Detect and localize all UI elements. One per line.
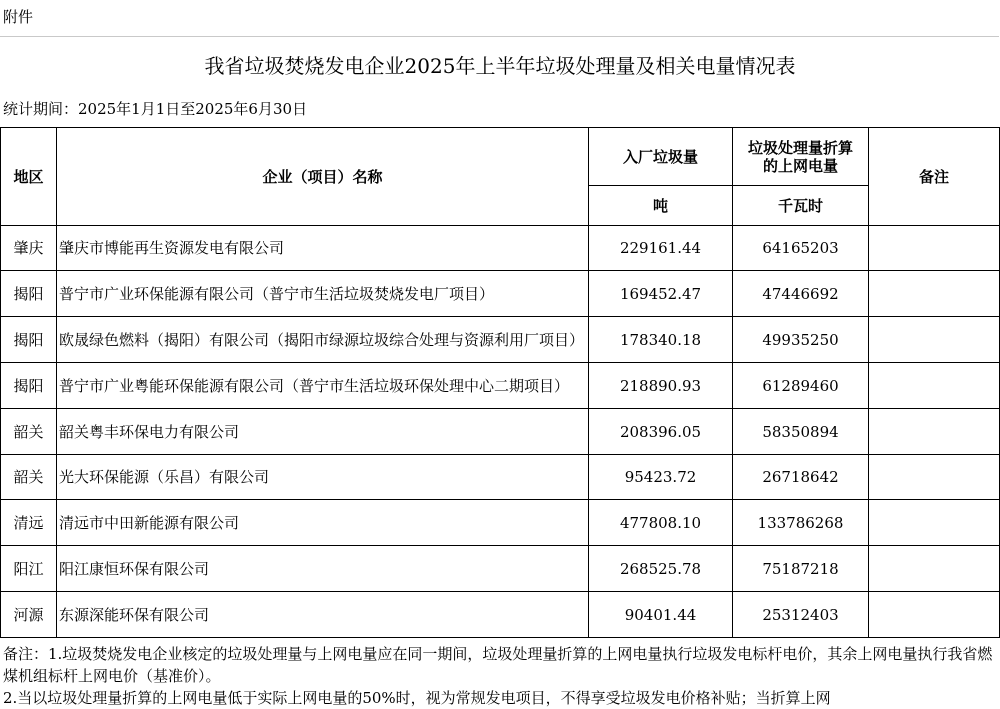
cell-company: 韶关粤丰环保电力有限公司 — [57, 409, 589, 455]
cell-intake: 477808.10 — [589, 500, 733, 546]
annex-row — [0, 0, 999, 37]
header-remark: 备注 — [869, 128, 1000, 226]
annex-label: 附件 — [3, 8, 34, 26]
cell-remark — [869, 409, 1000, 455]
table-row — [1, 500, 1000, 546]
cell-intake: 90401.44 — [589, 592, 733, 638]
cell-company: 普宁市广业环保能源有限公司（普宁市生活垃圾焚烧发电厂项目） — [57, 271, 589, 317]
table-row — [1, 455, 1000, 500]
cell-company: 欧晟绿色燃料（揭阳）有限公司（揭阳市绿源垃圾综合处理与资源利用厂项目） — [57, 317, 589, 363]
cell-intake: 208396.05 — [589, 409, 733, 455]
cell-company: 肇庆市博能再生资源发电有限公司 — [57, 226, 589, 271]
cell-region: 阳江 — [1, 546, 57, 592]
cell-region: 河源 — [1, 592, 57, 638]
page-title: 我省垃圾焚烧发电企业2025年上半年垃圾处理量及相关电量情况表 — [204, 54, 796, 78]
cell-intake: 169452.47 — [589, 271, 733, 317]
footnote-1: 备注：1.垃圾焚烧发电企业核定的垃圾处理量与上网电量应在同一期间，垃圾处理量折算的上网电量执行垃圾发电标杆电价，其余上网电量执行我省燃煤机组标杆上网电价（基准价）。 — [3, 645, 993, 685]
cell-remark — [869, 317, 1000, 363]
statistics-period: 统计期间：2025年1月1日至2025年6月30日 — [3, 100, 308, 118]
cell-power: 133786268 — [733, 500, 869, 546]
cell-power: 47446692 — [733, 271, 869, 317]
cell-region: 清远 — [1, 500, 57, 546]
cell-remark — [869, 592, 1000, 638]
cell-intake: 218890.93 — [589, 363, 733, 409]
cell-power: 61289460 — [733, 363, 869, 409]
header-power: 垃圾处理量折算的上网电量 — [733, 128, 869, 186]
cell-intake: 178340.18 — [589, 317, 733, 363]
cell-company: 清远市中田新能源有限公司 — [57, 500, 589, 546]
cell-company: 阳江康恒环保有限公司 — [57, 546, 589, 592]
cell-remark — [869, 363, 1000, 409]
cell-region: 揭阳 — [1, 271, 57, 317]
header-row — [1, 128, 1000, 186]
cell-remark — [869, 226, 1000, 271]
cell-power: 49935250 — [733, 317, 869, 363]
footnote-2: 2.当以垃圾处理量折算的上网电量低于实际上网电量的50%时，视为常规发电项目，不得享受垃圾发电价格补贴；当折算上网 — [3, 689, 831, 707]
cell-power: 64165203 — [733, 226, 869, 271]
cell-intake: 268525.78 — [589, 546, 733, 592]
header-intake: 入厂垃圾量 — [589, 128, 733, 186]
cell-power: 26718642 — [733, 455, 869, 500]
table-row — [1, 546, 1000, 592]
cell-company: 光大环保能源（乐昌）有限公司 — [57, 455, 589, 500]
table-row — [1, 409, 1000, 455]
cell-remark — [869, 455, 1000, 500]
table-row — [1, 592, 1000, 638]
unit-power: 千瓦时 — [733, 186, 869, 226]
cell-region: 揭阳 — [1, 363, 57, 409]
cell-power: 58350894 — [733, 409, 869, 455]
cell-intake: 229161.44 — [589, 226, 733, 271]
cell-company: 东源深能环保有限公司 — [57, 592, 589, 638]
cell-remark — [869, 546, 1000, 592]
cell-region: 揭阳 — [1, 317, 57, 363]
footnotes — [3, 643, 993, 709]
cell-remark — [869, 500, 1000, 546]
cell-power: 75187218 — [733, 546, 869, 592]
cell-company: 普宁市广业粤能环保能源有限公司（普宁市生活垃圾环保处理中心二期项目） — [57, 363, 589, 409]
data-table — [0, 127, 1000, 638]
table-row — [1, 363, 1000, 409]
cell-power: 25312403 — [733, 592, 869, 638]
cell-region: 韶关 — [1, 455, 57, 500]
unit-intake: 吨 — [589, 186, 733, 226]
cell-intake: 95423.72 — [589, 455, 733, 500]
header-company: 企业（项目）名称 — [57, 128, 589, 226]
header-region: 地区 — [1, 128, 57, 226]
table-row — [1, 271, 1000, 317]
table-row — [1, 317, 1000, 363]
cell-remark — [869, 271, 1000, 317]
table-row — [1, 226, 1000, 271]
cell-region: 肇庆 — [1, 226, 57, 271]
cell-region: 韶关 — [1, 409, 57, 455]
